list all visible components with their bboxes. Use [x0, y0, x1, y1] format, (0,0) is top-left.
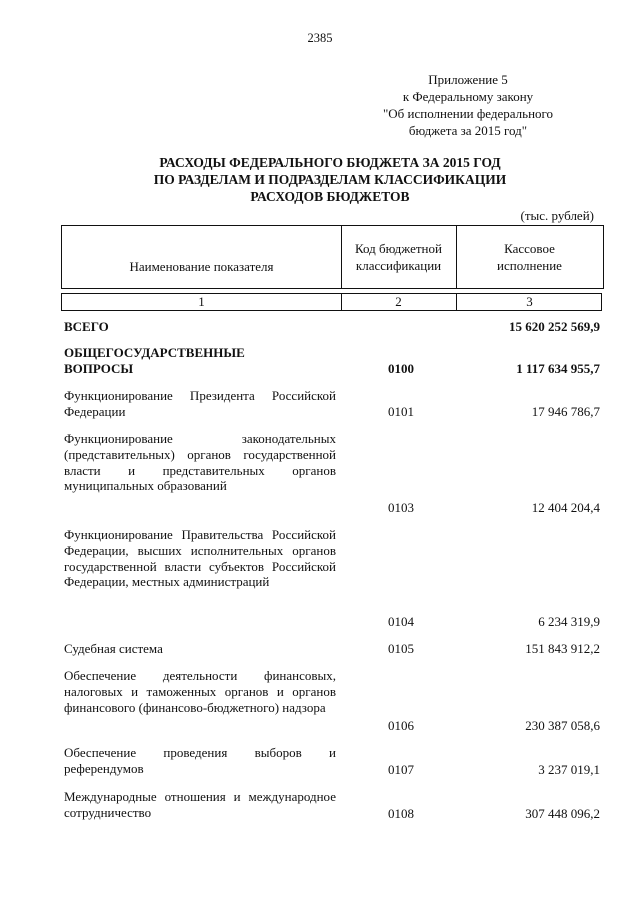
row-amount: 3 237 019,1 — [538, 762, 600, 778]
appendix-note — [358, 71, 578, 139]
row-name: ВСЕГО — [64, 319, 109, 334]
appendix-line: "Об исполнении федерального — [382, 106, 554, 121]
table-header — [61, 225, 604, 289]
header-code-line: классификации — [355, 258, 442, 273]
row-code: 0105 — [388, 641, 414, 657]
row-name: Обеспечение деятельности финансовых, налоговых и таможенных органов и органов финансового (финансово-бюджетного) надзора — [64, 668, 336, 715]
column-number: 2 — [395, 294, 402, 309]
row-name: Функционирование Президента Российской Федерации — [64, 388, 336, 419]
header-code — [341, 240, 456, 274]
row-amount: 230 387 058,6 — [525, 718, 600, 734]
table-row — [64, 641, 600, 657]
table-row — [64, 527, 600, 630]
row-amount: 1 117 634 955,7 — [516, 361, 600, 377]
row-name: ОБЩЕГОСУДАРСТВЕННЫЕ ВОПРОСЫ — [64, 345, 245, 376]
row-amount: 307 448 096,2 — [525, 806, 600, 822]
header-amount-line: Кассовое — [504, 241, 555, 256]
row-code: 0103 — [388, 500, 414, 516]
row-amount: 15 620 252 569,9 — [509, 319, 600, 335]
row-name: Функционирование законодательных (представительных) органов государственной власти и представительных органов муниципальных образований — [64, 431, 336, 494]
row-name: Функционирование Правительства Российской Федерации, высших исполнительных органов государственной власти субъектов Российской Федерации, местных администраций — [64, 527, 336, 590]
column-number-row — [61, 293, 602, 311]
column-number: 1 — [198, 294, 205, 309]
title-line: РАСХОДОВ БЮДЖЕТОВ — [250, 189, 410, 204]
row-amount: 17 946 786,7 — [531, 404, 600, 420]
header-name: Наименование показателя — [129, 259, 274, 274]
title-line: РАСХОДЫ ФЕДЕРАЛЬНОГО БЮДЖЕТА ЗА 2015 ГОД — [159, 155, 501, 170]
row-code: 0104 — [388, 614, 414, 630]
table-top-border — [62, 225, 603, 226]
page-number: 2385 — [307, 31, 333, 45]
appendix-line: Приложение 5 — [428, 72, 508, 87]
header-amount-line: исполнение — [497, 258, 562, 273]
row-name: Обеспечение проведения выборов и референдумов — [64, 745, 336, 776]
table-row — [64, 668, 600, 734]
row-amount: 12 404 204,4 — [531, 500, 600, 516]
appendix-line: к Федеральному закону — [402, 89, 534, 104]
row-code: 0106 — [388, 718, 414, 734]
document-title — [0, 154, 640, 205]
row-name: Международные отношения и международное сотрудничество — [64, 789, 336, 820]
title-line: ПО РАЗДЕЛАМ И ПОДРАЗДЕЛАМ КЛАССИФИКАЦИИ — [153, 172, 507, 187]
table-row — [64, 789, 600, 822]
units-label: (тыс. рублей) — [520, 208, 594, 223]
table-row — [64, 388, 600, 420]
header-amount — [456, 240, 603, 274]
row-code: 0101 — [388, 404, 414, 420]
row-code: 0100 — [388, 361, 414, 377]
row-code: 0108 — [388, 806, 414, 822]
table-row — [64, 345, 600, 377]
column-number: 3 — [526, 294, 533, 309]
appendix-line: бюджета за 2015 год" — [408, 123, 528, 138]
row-name: Судебная система — [64, 641, 163, 656]
row-code: 0107 — [388, 762, 414, 778]
row-amount: 6 234 319,9 — [538, 614, 600, 630]
header-code-line: Код бюджетной — [355, 241, 442, 256]
table-row — [64, 431, 600, 516]
row-amount: 151 843 912,2 — [525, 641, 600, 657]
table-row — [64, 745, 600, 778]
total-row — [64, 319, 600, 335]
